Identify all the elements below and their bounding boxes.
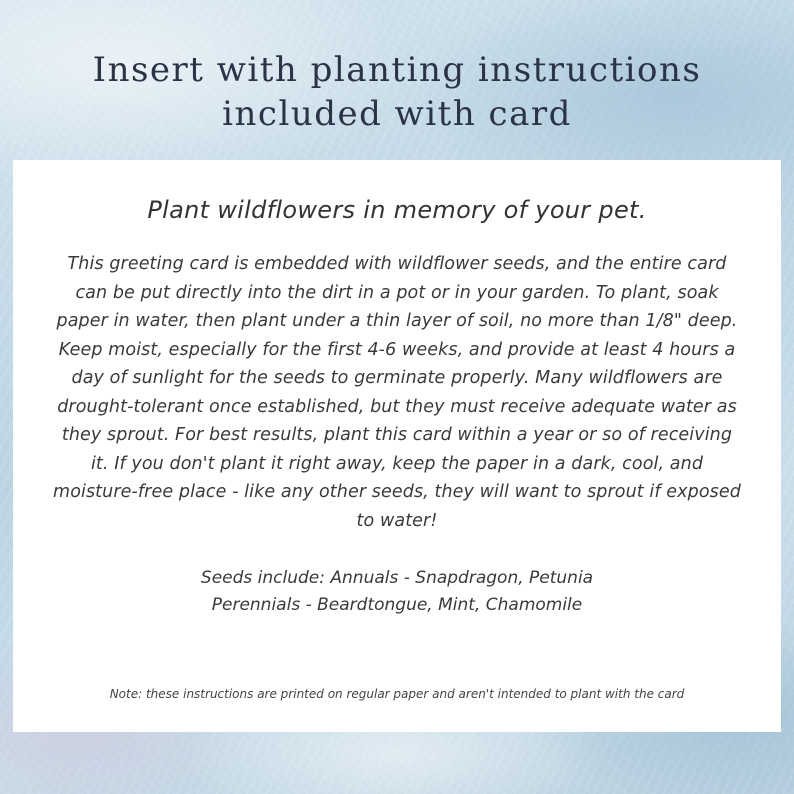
card-note: Note: these instructions are printed on regular paper and aren't intended to plant with the card — [109, 687, 685, 701]
card-title: Plant wildflowers in memory of your pet. — [147, 196, 647, 224]
card-body-text: This greeting card is embedded with wildflower seeds, and the entire card can be put directly into the dirt in a pot or in your garden. To plant, soak paper in water, then plant under a thin layer of soil, no more than 1/8" deep. Keep moist, especially for the first 4-6 weeks, and provide at least 4 hours a day of sunlight for the seeds to germinate properly. Many wildflowers are drought-tolerant once established, but they must receive adequate water as they sprout. For best results, plant this card within a year or so of receiving it. If you don't plant it right away, keep the paper in a dark, cool, and moisture-free place - like any other seeds, they will want to sprout if exposed to water! — [53, 254, 741, 531]
instruction-card — [13, 160, 781, 732]
page-heading — [0, 48, 794, 136]
heading-line-1: Insert with planting instructions — [92, 50, 702, 90]
seeds-perennials: Perennials - Beardtongue, Mint, Chamomile — [211, 595, 583, 615]
seeds-list — [51, 565, 743, 619]
seeds-annuals: Seeds include: Annuals - Snapdragon, Petunia — [200, 568, 594, 588]
heading-line-2: included with card — [222, 94, 572, 134]
